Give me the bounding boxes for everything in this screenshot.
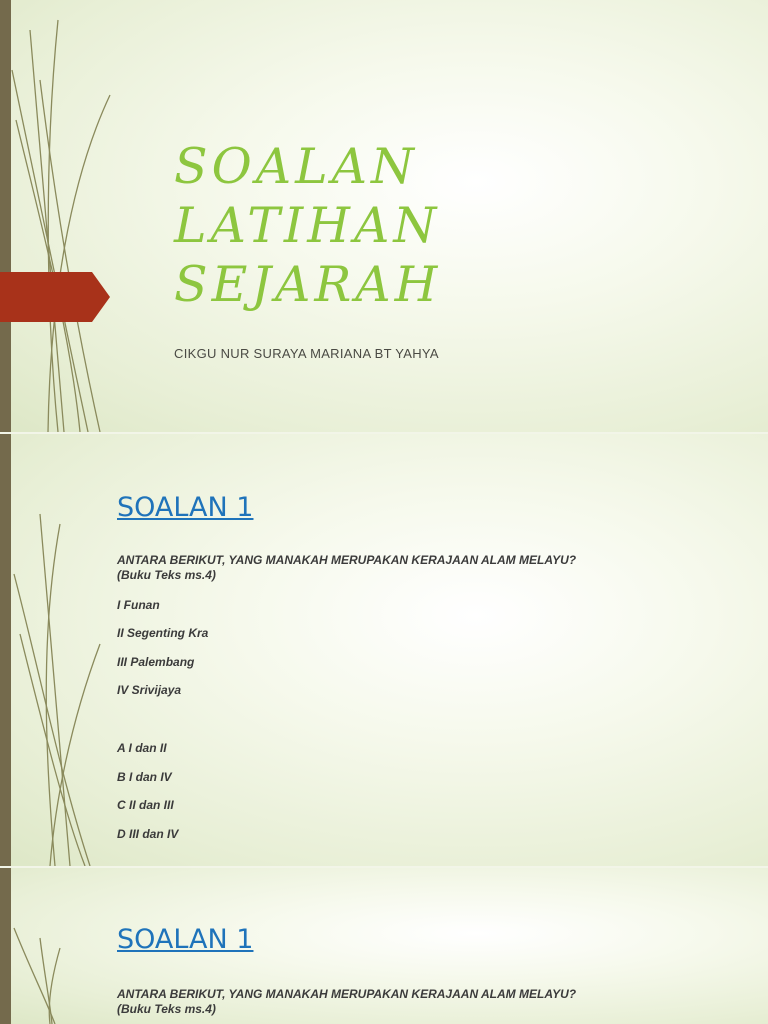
red-arrow-banner xyxy=(0,272,110,322)
question-reference: (Buku Teks ms.4) xyxy=(117,1002,216,1016)
question-content xyxy=(117,987,576,1017)
choice-item: C II dan III xyxy=(117,798,174,812)
statement-item: II Segenting Kra xyxy=(117,626,209,640)
question-content xyxy=(117,553,577,841)
question-heading[interactable]: SOALAN 1 xyxy=(117,492,254,523)
question-slide-2 xyxy=(0,868,768,1024)
question-reference: (Buku Teks ms.4) xyxy=(117,568,216,582)
grass-decoration xyxy=(0,434,120,866)
choice-item: B I dan IV xyxy=(117,770,172,784)
question-slide-1 xyxy=(0,434,768,866)
question-text xyxy=(117,553,576,583)
question-text xyxy=(117,987,576,1017)
grass-decoration xyxy=(0,0,120,432)
slide-title: SOALAN LATIHAN SEJARAH xyxy=(174,138,442,313)
author-subtitle: CIKGU NUR SURAYA MARIANA BT YAHYA xyxy=(174,346,439,361)
title-slide xyxy=(0,0,768,432)
question-line: ANTARA BERIKUT, YANG MANAKAH MERUPAKAN KERAJAAN ALAM MELAYU? xyxy=(117,987,577,1001)
statement-item: IV Srivijaya xyxy=(117,683,182,697)
question-line: ANTARA BERIKUT, YANG MANAKAH MERUPAKAN KERAJAAN ALAM MELAYU? xyxy=(117,553,577,567)
statement-item: III Palembang xyxy=(117,655,195,669)
choice-item: D III dan IV xyxy=(117,827,179,841)
statement-item: I Funan xyxy=(117,598,160,612)
question-heading[interactable]: SOALAN 1 xyxy=(117,924,254,955)
grass-decoration xyxy=(0,868,120,1024)
choice-item: A I dan II xyxy=(117,741,167,755)
